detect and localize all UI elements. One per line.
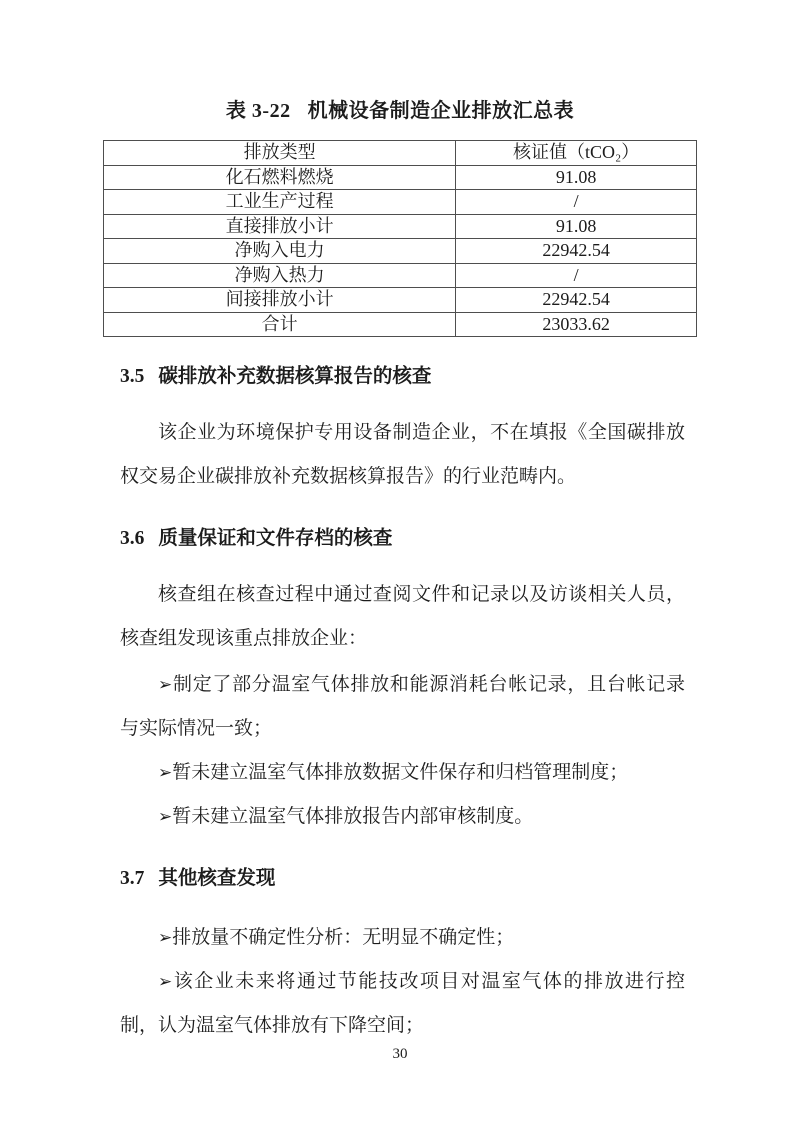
column-header-verified-value: 核证值（tCO₂） xyxy=(456,141,697,166)
bullet-item xyxy=(120,663,685,751)
page-footer xyxy=(0,1044,800,1064)
emissions-summary-table xyxy=(103,140,697,337)
arrowhead-bullet-icon: ➢ xyxy=(158,675,173,695)
verified-value-cell: / xyxy=(456,190,697,215)
section-number: 3.7 xyxy=(120,868,145,889)
bullet-text: 该企业未来将通过节能技改项目对温室气体的排放进行控制，认为温室气体排放有下降空间； xyxy=(120,971,685,1036)
arrowhead-bullet-icon: ➢ xyxy=(158,807,173,827)
verified-value-cell: 91.08 xyxy=(456,214,697,239)
section-title: 质量保证和文件存档的核查 xyxy=(158,528,393,549)
table-row xyxy=(104,263,697,288)
section-number: 3.5 xyxy=(120,366,145,387)
arrowhead-bullet-icon: ➢ xyxy=(158,928,173,948)
section-title: 碳排放补充数据核算报告的核查 xyxy=(158,366,432,387)
arrowhead-bullet-icon: ➢ xyxy=(158,763,173,783)
section-heading xyxy=(120,364,685,390)
verified-value-cell: / xyxy=(456,263,697,288)
bullet-text: 制定了部分温室气体排放和能源消耗台帐记录，且台帐记录与实际情况一致； xyxy=(120,674,685,739)
verified-value-cell: 22942.54 xyxy=(456,288,697,313)
table-caption-title: 机械设备制造企业排放汇总表 xyxy=(307,100,575,122)
verified-value-cell: 23033.62 xyxy=(456,312,697,337)
table-caption-label: 表 3-22 xyxy=(225,100,291,122)
paragraph: 该企业为环境保护专用设备制造企业，不在填报《全国碳排放权交易企业碳排放补充数据核算报告》的行业范畴内。 xyxy=(120,422,685,487)
section-number: 3.6 xyxy=(120,528,145,549)
table-row xyxy=(104,239,697,264)
section-3.7 xyxy=(103,866,697,1048)
emission-type-cell: 直接排放小计 xyxy=(104,214,456,239)
table-caption xyxy=(103,0,697,126)
bullet-text: 暂未建立温室气体排放报告内部审核制度。 xyxy=(172,806,534,827)
bullet-item xyxy=(120,751,685,795)
document-sections xyxy=(103,364,697,1048)
emission-type-cell: 间接排放小计 xyxy=(104,288,456,313)
verified-value-cell: 22942.54 xyxy=(456,239,697,264)
table-row xyxy=(104,190,697,215)
emission-type-cell: 化石燃料燃烧 xyxy=(104,165,456,190)
page-number: 30 xyxy=(392,1046,408,1062)
bullet-text: 排放量不确定性分析：无明显不确定性； xyxy=(172,927,515,948)
table-row xyxy=(104,288,697,313)
emission-type-cell: 净购入电力 xyxy=(104,239,456,264)
bullet-item xyxy=(120,795,685,839)
table-header-row xyxy=(104,141,697,166)
table-row xyxy=(104,165,697,190)
bullet-item xyxy=(120,916,685,960)
emission-type-cell: 合计 xyxy=(104,312,456,337)
arrowhead-bullet-icon: ➢ xyxy=(158,972,173,992)
table-row xyxy=(104,312,697,337)
section-title: 其他核查发现 xyxy=(158,868,276,889)
column-header-emission-type: 排放类型 xyxy=(104,141,456,166)
paragraph: 核查组在核查过程中通过查阅文件和记录以及访谈相关人员，核查组发现该重点排放企业： xyxy=(120,584,685,649)
section-heading xyxy=(120,526,685,552)
bullet-item xyxy=(120,960,685,1048)
bullet-text: 暂未建立温室气体排放数据文件保存和归档管理制度； xyxy=(172,762,629,783)
section-3.6 xyxy=(103,526,697,839)
verified-value-cell: 91.08 xyxy=(456,165,697,190)
emission-type-cell: 工业生产过程 xyxy=(104,190,456,215)
section-heading xyxy=(120,866,685,892)
section-3.5 xyxy=(103,364,697,499)
emission-type-cell: 净购入热力 xyxy=(104,263,456,288)
table-row xyxy=(104,214,697,239)
